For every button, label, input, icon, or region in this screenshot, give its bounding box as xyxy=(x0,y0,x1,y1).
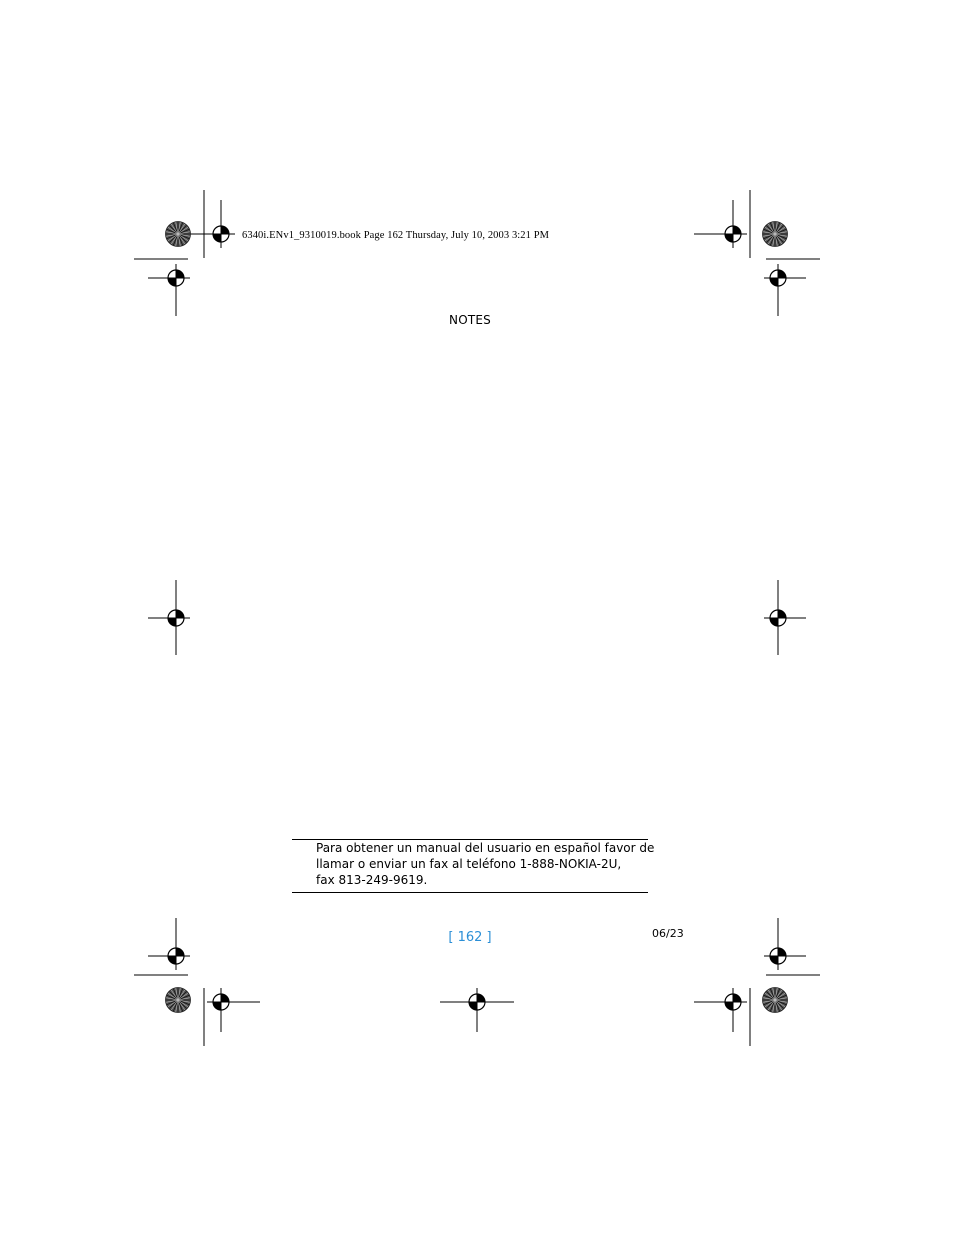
notice-line: Para obtener un manual del usuario en español favor de xyxy=(316,841,655,855)
color-wheel-icon xyxy=(166,988,191,1013)
notice-bottom-rule xyxy=(292,892,648,893)
color-wheel-icon xyxy=(763,222,788,247)
page-title: NOTES xyxy=(449,313,491,327)
color-wheel-icon xyxy=(166,222,191,247)
notice-line: llamar o enviar un fax al teléfono 1-888-NOKIA-2U, xyxy=(316,857,622,871)
color-wheel-icon xyxy=(763,988,788,1013)
spanish-manual-notice xyxy=(316,840,655,888)
notice-line: fax 813-249-9619. xyxy=(316,873,428,887)
edition-code: 06/23 xyxy=(652,927,684,940)
page-number: [ 162 ] xyxy=(448,930,492,945)
print-header: 6340i.ENv1_9310019.book Page 162 Thursday, July 10, 2003 3:21 PM xyxy=(242,230,550,241)
